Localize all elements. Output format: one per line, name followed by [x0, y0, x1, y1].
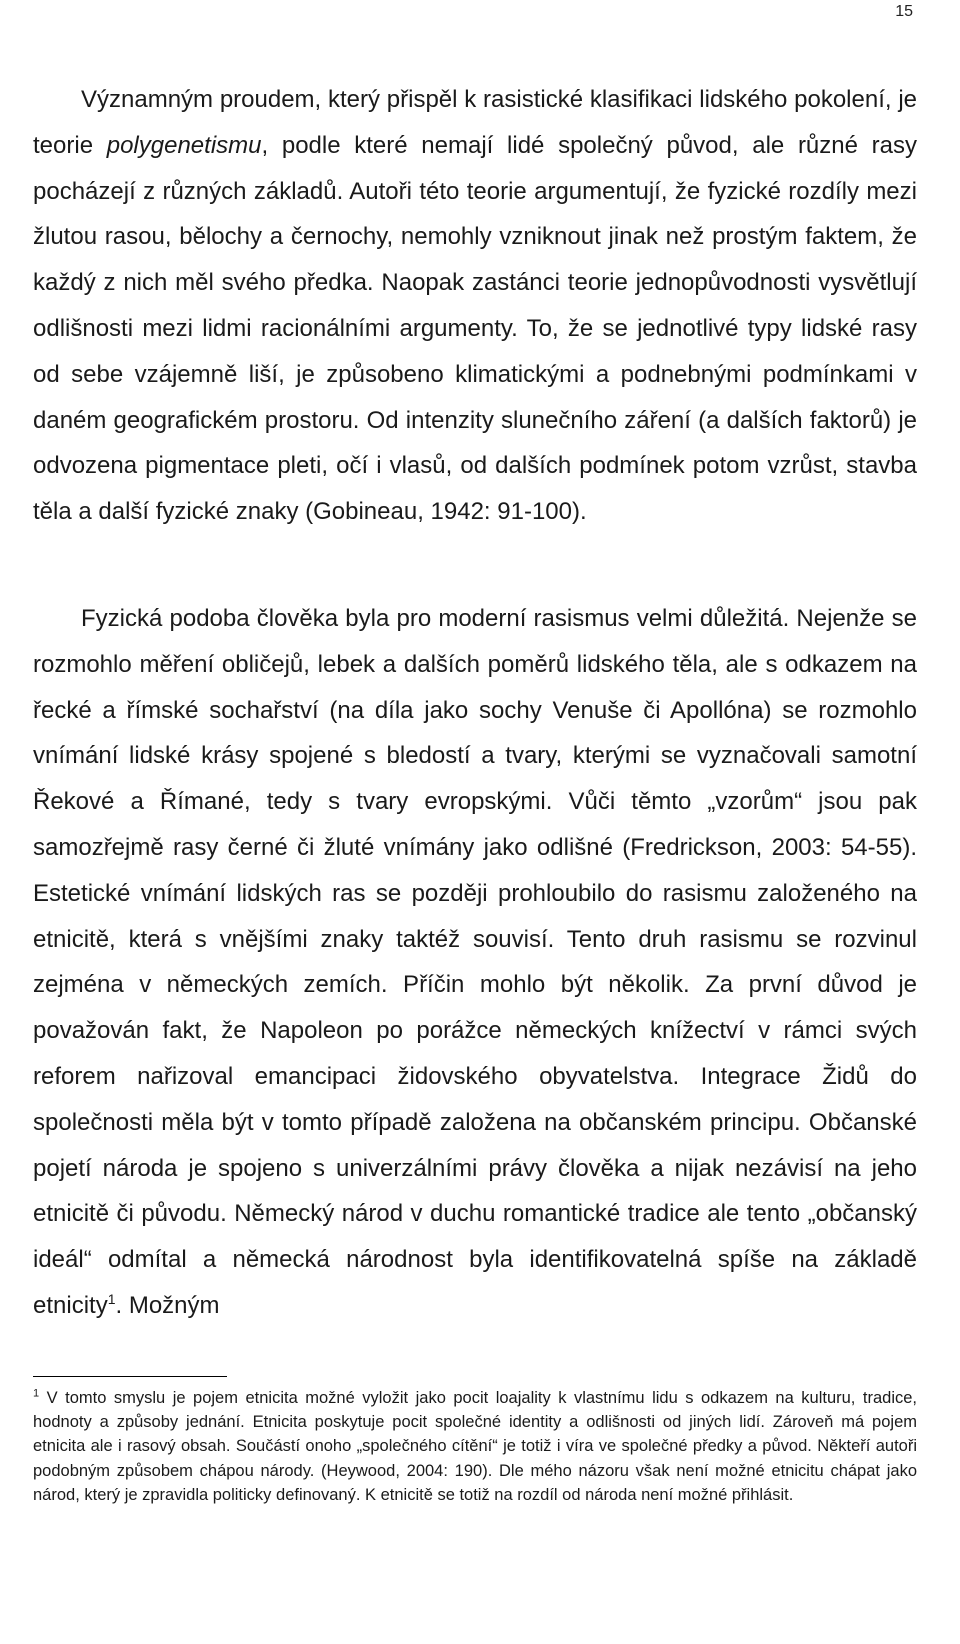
paragraph-text: , podle které nemají lidé společný původ, ale různé rasy pocházejí z různých základů. Autoři této teorie argumentují, že fyzické rozdíly mezi žlutou rasou, bělochy a černochy, nemohly vzniknout jinak než prostým faktem, že každý z nich měl svého předka. Naopak zastánci teorie jednopůvodnosti vysvětlují odlišnosti mezi lidmi racionálními argumenty. To, že se jednotlivé typy lidské rasy od sebe vzájemně liší, je způsobeno klimatickými a podnebnými podmínkami v daném geografickém prostoru. Od intenzity slunečního záření (a dalších faktorů) je odvozena pigmentace pleti, očí i vlasů, od dalších podmínek potom vzrůst, stavba těla a další fyzické znaky (Gobineau, 1942: 91-100). — [33, 131, 918, 526]
body-paragraph-2 — [33, 596, 917, 1329]
footnote-reference[interactable]: 1 — [107, 1290, 116, 1307]
footnote-marker: 1 — [33, 1387, 40, 1400]
italic-term: polygenetismu — [106, 131, 262, 159]
body-paragraph-1 — [33, 77, 917, 535]
page-number: 15 — [895, 3, 913, 20]
footnote-text: V tomto smyslu je pojem etnicita možné vyložit jako pocit loajality k vlastnímu lidu s odkazem na kulturu, tradice, hodnoty a způsoby jednání. Etnicita poskytuje pocit společné identity a odlišnosti od jiných lidí. Zároveň má pojem etnicita ale i rasový obsah. Součástí onoho „společného cítění“ je totiž i víra ve společné předky a původ. Někteří autoři podobným způsobem chápou národy. (Heywood, 2004: 190). Dle mého názoru však není možné etnicitu chápat jako národ, který je zpravidla politicky definovaný. K etnicitě se totiž na rozdíl od národa není možné přihlásit. — [33, 1389, 917, 1504]
paragraph-text: Významným proudem, který přispěl k rasistické klasifikaci lidského pokolení, je teorie — [33, 86, 917, 159]
footnote-separator — [33, 1376, 227, 1377]
footnote — [33, 1386, 917, 1507]
paragraph-text: . Možným — [115, 1291, 220, 1319]
paragraph-text: Fyzická podoba člověka byla pro moderní rasismus velmi důležitá. Nejenže se rozmohlo měření obličejů, lebek a dalších poměrů lidského těla, ale s odkazem na řecké a římské sochařství (na díla jako sochy Venuše či Apollóna) se rozmohlo vnímání lidské krásy spojené s bledostí a tvary, kterými se vyznačovali samotní Řekové a Římané, tedy s tvary evropskými. Vůči těmto „vzorům“ jsou pak samozřejmě rasy černé či žluté vnímány jako odlišné (Fredrickson, 2003: 54-55). Estetické vnímání lidských ras se později prohloubilo do rasismu založeného na etnicitě, která s vnějšími znaky taktéž souvisí. Tento druh rasismu se rozvinul zejména v německých zemích. Příčin mohlo být několik. Za první důvod je považován fakt, že Napoleon po porážce německých knížectví v rámci svých reforem nařizoval emancipaci židovského obyvatelstva. Integrace Židů do společnosti měla být v tomto případě založena na občanském principu. Občanské pojetí národa je spojeno s univerzálními právy člověka a nijak nezávisí na jeho etnicitě či původu. Německý národ v duchu romantické tradice ale tento „občanský ideál“ odmítal a německá národnost byla identifikovatelná spíše na základě etnicity — [33, 605, 917, 1319]
